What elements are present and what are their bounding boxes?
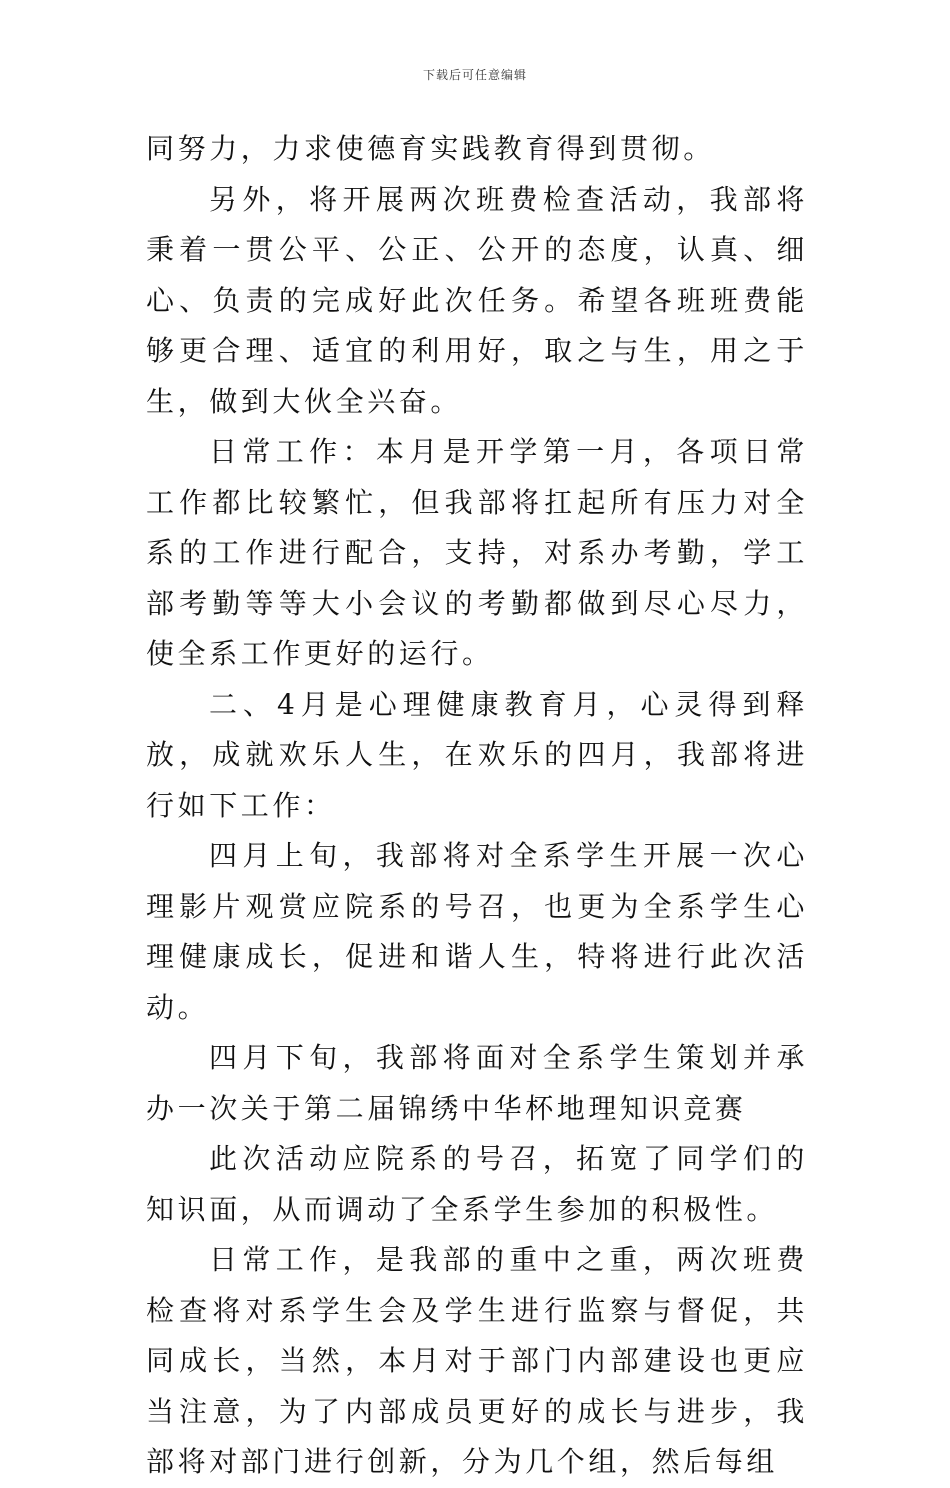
paragraph-april-intro: 二、4月是心理健康教育月，心灵得到释放，成就欢乐人生，在欢乐的四月，我部将进行如下工作： <box>146 687 808 822</box>
paragraph-activity-purpose: 此次活动应院系的号召，拓宽了同学们的知识面，从而调动了全系学生参加的积极性。 <box>146 1142 808 1226</box>
document-body <box>146 124 808 1488</box>
paragraph-fee-inspection: 另外，将开展两次班费检查活动，我部将秉着一贯公平、公正、公开的态度，认真、细心、负责的完成好此次任务。希望各班班费能够更合理、适宜的利用好，取之与生，用之于生，做到大伙全兴奋。 <box>146 182 808 418</box>
paragraph-daily-work-april: 日常工作，是我部的重中之重，两次班费检查将对系学生会及学生进行监察与督促，共同成长，当然，本月对于部门内部建设也更应当注意，为了内部成员更好的成长与进步，我部将对部门进行创新，分为几个组，然后每组 <box>146 1243 808 1478</box>
paragraph-daily-work-march: 日常工作：本月是开学第一月，各项日常工作都比较繁忙，但我部将扛起所有压力对全系的工作进行配合，支持，对系办考勤，学工部考勤等等大小会议的考勤都做到尽心尽力，使全系工作更好的运行。 <box>146 435 808 670</box>
page-header-note: 下载后可任意编辑 <box>422 68 527 82</box>
paragraph-april-late: 四月下旬，我部将面对全系学生策划并承办一次关于第二届锦绣中华杯地理知识竞赛 <box>146 1041 808 1125</box>
paragraph-continuation: 同努力，力求使德育实践教育得到贯彻。 <box>146 132 715 165</box>
paragraph-april-early: 四月上旬，我部将对全系学生开展一次心理影片观赏应院系的号召，也更为全系学生心理健康成长，促进和谐人生，特将进行此次活动。 <box>146 839 808 1024</box>
